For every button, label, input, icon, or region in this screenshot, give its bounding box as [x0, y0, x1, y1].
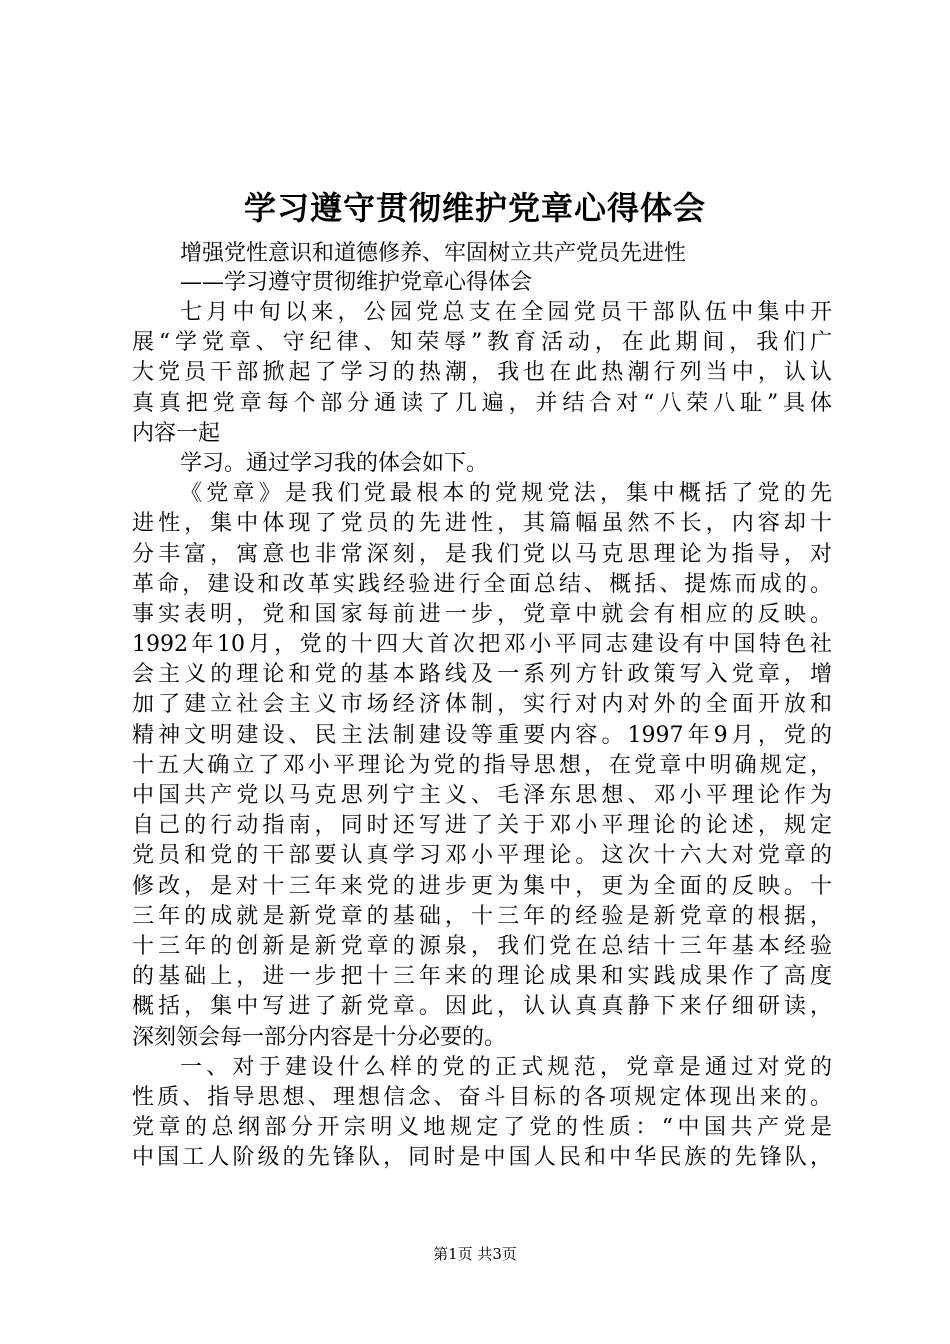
body-line: 中国共产党以马克思列宁主义、毛泽东思想、邓小平理论作为 [132, 783, 832, 808]
body-line: 自己的行动指南，同时还写进了关于邓小平理论的论述，规定 [132, 813, 832, 839]
body-line: 深刻领会每一部分内容是十分必要的。 [132, 1024, 507, 1050]
body-line: 十三年的创新是新党章的源泉，我们党在总结十三年基本经验 [132, 933, 832, 959]
body-line: 真真把党章每个部分通读了几遍，并结合对“八荣八耻”具体 [132, 390, 832, 416]
body-line: 内容一起 [132, 420, 221, 446]
body-line: 事实表明，党和国家每前进一步，党章中就会有相应的反映。 [132, 601, 832, 627]
body-line: 中国工人阶级的先锋队，同时是中国人民和中华民族的先锋队， [132, 1145, 832, 1171]
body-line: 三年的成就是新党章的基础，十三年的经验是新党章的根据， [132, 903, 832, 929]
body-line: 党章的总纲部分开宗明义地规定了党的性质：“中国共产党是 [132, 1115, 832, 1141]
body-line: 分丰富，寓意也非常深刻，是我们党以马克思理论为指导，对 [132, 541, 832, 567]
body-line: 进性，集中体现了党员的先进性，其篇幅虽然不长，内容却十 [132, 511, 832, 537]
document-title: 学习遵守贯彻维护党章心得体会 [243, 189, 706, 227]
body-line: 加了建立社会主义市场经济体制，实行对内对外的全面开放和 [132, 692, 832, 718]
body-line: 概括，集中写进了新党章。因此，认认真真静下来仔细研读， [132, 994, 832, 1020]
body-line: 精神文明建设、民主法制建设等重要内容。1997年9月，党的 [132, 722, 832, 748]
body-line: 性质、指导思想、理想信念、奋斗目标的各项规定体现出来的。 [132, 1084, 832, 1110]
body-line: 的基础上，进一步把十三年来的理论成果和实践成果作了高度 [132, 964, 832, 990]
body-line: 党员和党的干部要认真学习邓小平理论。这次十六大对党章的 [132, 843, 832, 869]
document-subtitle-line2: ——学习遵守贯彻维护党章心得体会 [180, 270, 533, 295]
body-line: 修改，是对十三年来党的进步更为集中，更为全面的反映。十 [132, 873, 832, 899]
body-line: 一、对于建设什么样的党的正式规范，党章是通过对党的 [180, 1054, 832, 1080]
body-line: 1992年10月，党的十四大首次把邓小平同志建设有中国特色社 [132, 632, 832, 658]
body-line: 会主义的理论和党的基本路线及一系列方针政策写入党章，增 [132, 662, 832, 688]
body-line: 大党员干部掀起了学习的热潮，我也在此热潮行列当中，认认 [132, 360, 832, 386]
body-line: 七月中旬以来，公园党总支在全园党员干部队伍中集中开 [180, 300, 832, 325]
body-line: 《党章》是我们党最根本的党规党法，集中概括了党的先 [180, 481, 832, 507]
page-footer: 第1页 共3页 [433, 1245, 517, 1263]
body-line: 展“学党章、守纪律、知荣辱”教育活动，在此期间，我们广 [132, 330, 832, 356]
document-subtitle-line1: 增强党性意识和道德修养、牢固树立共产党员先进性 [180, 241, 687, 266]
body-line: 十五大确立了邓小平理论为党的指导思想，在党章中明确规定， [132, 752, 832, 778]
document-body [132, 298, 832, 1173]
body-line: 学习。通过学习我的体会如下。 [180, 450, 489, 476]
body-line: 革命，建设和改革实践经验进行全面总结、概括、提炼而成的。 [132, 571, 832, 597]
